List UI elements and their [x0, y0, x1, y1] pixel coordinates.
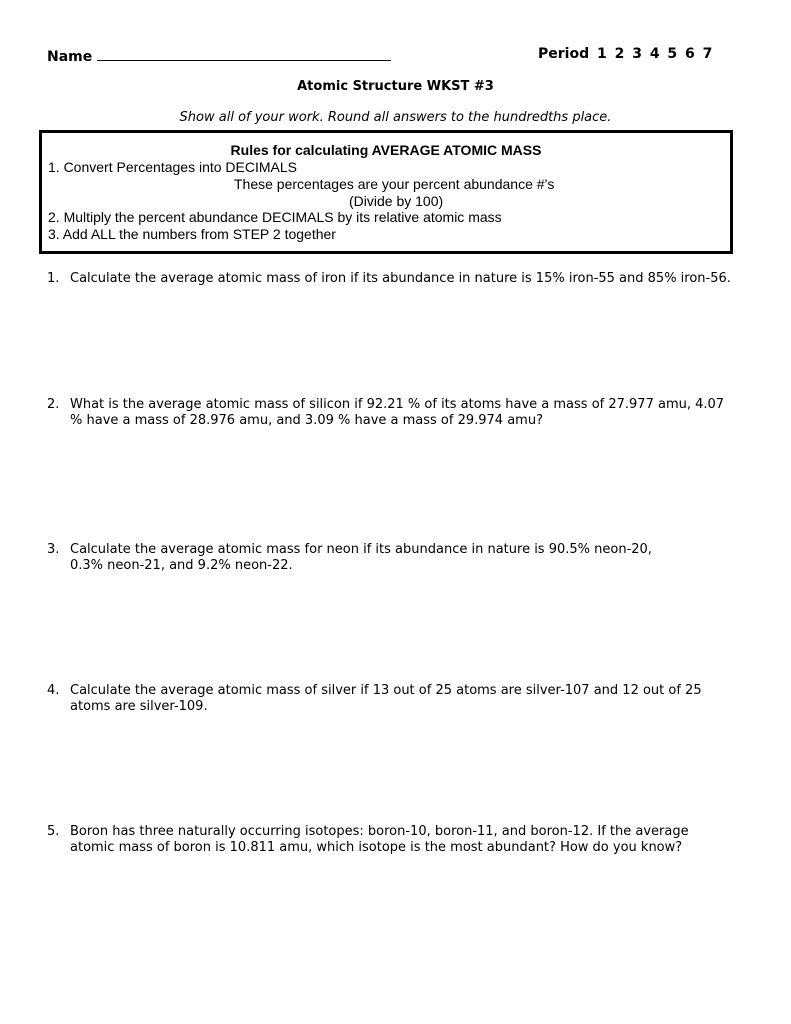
rules-box [39, 130, 733, 254]
instructions: Show all of your work. Round all answers to the hundredths place. [179, 110, 612, 125]
question-number: 5. [47, 824, 60, 839]
question-1 [47, 271, 757, 287]
question-text: What is the average atomic mass of silicon if 92.21 % of its atoms have a mass of 27.977 amu, 4.07 % have a mass of 28.976 amu, and 3.09 % have a mass of 29.974 amu? [70, 397, 725, 428]
question-number: 3. [47, 542, 60, 557]
name-label: Name [47, 49, 93, 65]
question-text: Boron has three naturally occurring isotopes: boron-10, boron-11, and boron-12. If the average atomic mass of boron is 10.811 amu, which isotope is the most abundant? How do you know? [70, 824, 689, 855]
question-5 [47, 824, 727, 856]
question-text: Calculate the average atomic mass of silver if 13 out of 25 atoms are silver-107 and 12 out of 25 atoms are silver-109. [70, 683, 702, 714]
question-4 [47, 683, 727, 715]
question-number: 1. [47, 271, 60, 286]
name-field[interactable] [47, 46, 391, 65]
worksheet-title: Atomic Structure WKST #3 [297, 79, 494, 94]
question-text: Calculate the average atomic mass for neon if its abundance in nature is 90.5% neon-20, 0.3% neon-21, and 9.2% neon-22. [70, 542, 652, 573]
rule-step-1-divide: (Divide by 100) [349, 193, 444, 209]
rule-step-1: 1. Convert Percentages into DECIMALS [48, 159, 298, 175]
question-number: 4. [47, 683, 60, 698]
question-text: Calculate the average atomic mass of iron if its abundance in nature is 15% iron-55 and 85% iron-56. [70, 271, 731, 286]
name-blank-line[interactable] [97, 46, 391, 61]
rule-step-2: 2. Multiply the percent abundance DECIMALS by its relative atomic mass [48, 209, 502, 225]
rule-step-3: 3. Add ALL the numbers from STEP 2 together [48, 226, 336, 242]
period-selector[interactable]: Period 1 2 3 4 5 6 7 [538, 46, 713, 62]
rule-step-1-note: These percentages are your percent abundance #’s [234, 176, 555, 192]
question-3 [47, 542, 687, 574]
question-number: 2. [47, 397, 60, 412]
question-2 [47, 397, 727, 429]
rules-title: Rules for calculating AVERAGE ATOMIC MASS [230, 142, 542, 158]
